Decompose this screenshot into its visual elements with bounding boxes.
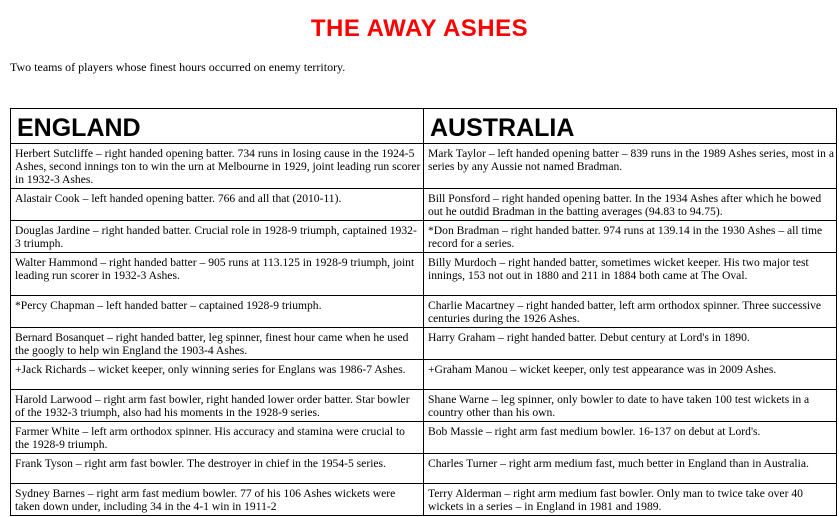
england-player-cell: Sydney Barnes – right arm fast medium bowler. 77 of his 106 Ashes wickets were taken down under, including 34 in the 4-1 win in 1911-2 xyxy=(11,484,424,516)
page-title: THE AWAY ASHES xyxy=(310,15,529,42)
england-player-cell: Alastair Cook – left handed opening batter. 766 and all that (2010-11). xyxy=(11,189,424,221)
england-header: ENGLAND xyxy=(11,109,424,144)
australia-player-cell: Charles Turner – right arm medium fast, much better in England than in Australia. xyxy=(424,454,837,484)
table-row xyxy=(11,221,837,253)
table-row xyxy=(11,390,837,422)
australia-player-cell: Mark Taylor – left handed opening batter – 839 runs in the 1989 Ashes series, most in a series by any Aussie not named Bradman. xyxy=(424,144,837,189)
england-player-cell: Harold Larwood – right arm fast bowler, right handed lower order batter. Star bowler of the 1932-3 triumph, also had his moments in the 1928-9 series. xyxy=(11,390,424,422)
australia-player-cell: *Don Bradman – right handed batter. 974 runs at 139.14 in the 1930 Ashes – all time record for a series. xyxy=(424,221,837,253)
teams-table xyxy=(10,108,837,516)
england-player-cell: +Jack Richards – wicket keeper, only winning series for Englans was 1986-7 Ashes. xyxy=(11,360,424,390)
header-row xyxy=(11,109,837,144)
australia-player-cell: Billy Murdoch – right handed batter, sometimes wicket keeper. His two major test innings, 153 not out in 1880 and 211 in 1884 both came at The Oval. xyxy=(424,253,837,296)
australia-player-cell: Charlie Macartney – right handed batter, left arm orthodox spinner. Three successive centuries during the 1926 Ashes. xyxy=(424,296,837,328)
australia-player-cell: Terry Alderman – right arm medium fast bowler. Only man to twice take over 40 wickets in a series – in England in 1981 and 1989. xyxy=(424,484,837,516)
australia-header: AUSTRALIA xyxy=(424,109,837,144)
england-player-cell: Walter Hammond – right handed batter – 905 runs at 113.125 in 1928-9 triumph, joint leading run scorer in 1932-3 Ashes. xyxy=(11,253,424,296)
england-player-cell: *Percy Chapman – left handed batter – captained 1928-9 triumph. xyxy=(11,296,424,328)
england-player-cell: Farmer White – left arm orthodox spinner. His accuracy and stamina were crucial to the 1928-9 triumph. xyxy=(11,422,424,454)
table-row xyxy=(11,360,837,390)
table-row xyxy=(11,296,837,328)
table-row xyxy=(11,189,837,221)
australia-player-cell: Shane Warne – leg spinner, only bowler to date to have taken 100 test wickets in a country other than his own. xyxy=(424,390,837,422)
intro-text: Two teams of players whose finest hours occurred on enemy territory. xyxy=(10,60,346,74)
table-row xyxy=(11,253,837,296)
england-player-cell: Douglas Jardine – right handed batter. Crucial role in 1928-9 triumph, captained 1932-3 triumph. xyxy=(11,221,424,253)
table-row xyxy=(11,144,837,189)
england-player-cell: Bernard Bosanquet – right handed batter, leg spinner, finest hour came when he used the googly to help win England the 1903-4 Ashes. xyxy=(11,328,424,360)
australia-player-cell: +Graham Manou – wicket keeper, only test appearance was in 2009 Ashes. xyxy=(424,360,837,390)
table-row xyxy=(11,422,837,454)
australia-player-cell: Bob Massie – right arm fast medium bowler. 16-137 on debut at Lord's. xyxy=(424,422,837,454)
australia-player-cell: Bill Ponsford – right handed opening batter. In the 1934 Ashes after which he bowed out he outdid Bradman in the batting averages (94.83 to 94.75). xyxy=(424,189,837,221)
australia-player-cell: Harry Graham – right handed batter. Debut century at Lord's in 1890. xyxy=(424,328,837,360)
table-row xyxy=(11,454,837,484)
england-player-cell: Herbert Sutcliffe – right handed opening batter. 734 runs in losing cause in the 1924-5 Ashes, second innings ton to win the urn at Melbourne in 1929, joint leading run scorer in 1932-3 Ashes. xyxy=(11,144,424,189)
england-player-cell: Frank Tyson – right arm fast bowler. The destroyer in chief in the 1954-5 series. xyxy=(11,454,424,484)
table-row xyxy=(11,328,837,360)
table-row xyxy=(11,484,837,516)
